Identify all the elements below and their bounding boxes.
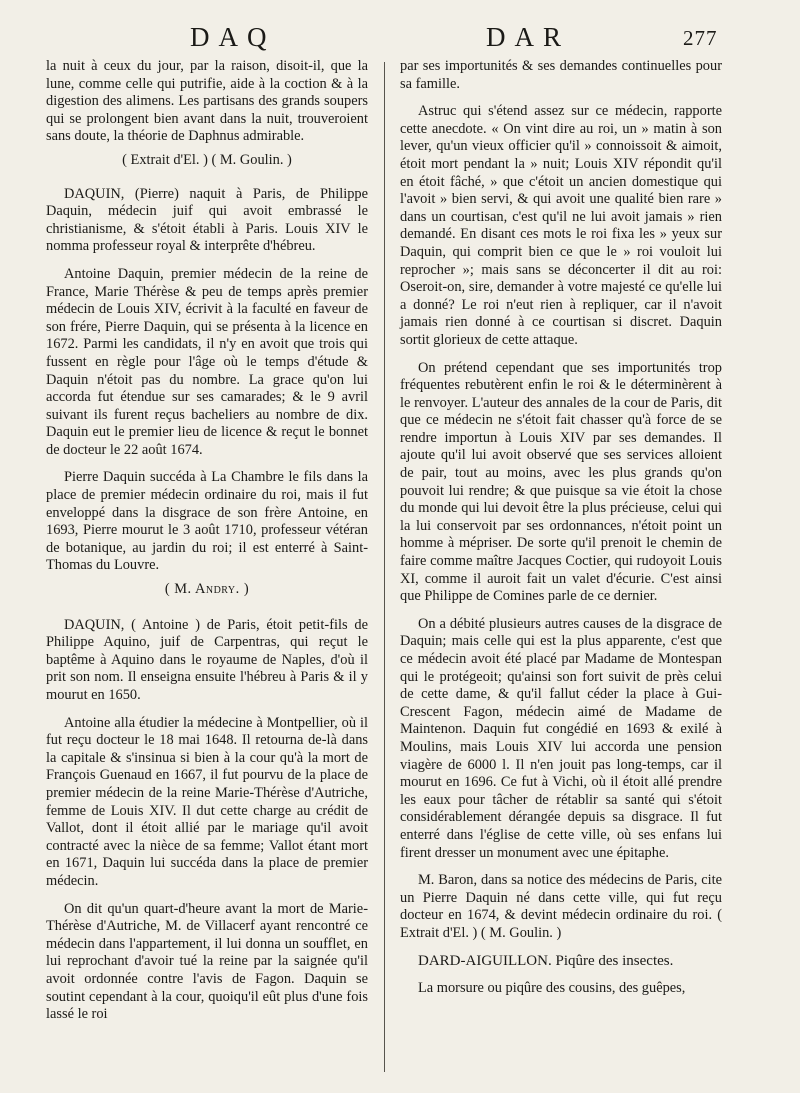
paragraph: Antoine alla étudier la médecine à Montpellier, où il fut reçu docteur le 18 mai 1648. Il retourna de-là dans la capitale & s'insinua si bien à la cour qu'à la mort de François Guenaud en 1667, il fut pourvu de la place de premier médecin de la reine Marie-Thérèse d'Autriche, femme de Louis XIV. Il dut cette charge au crédit de Vallot, dont il étoit allié par le mariage qu'il avoit contracté avec la nièce de sa femme; Vallot étant mort en 1671, Daquin lui succéda dans la place de premier médecin.: [46, 714, 368, 889]
paragraph: la nuit à ceux du jour, par la raison, disoit-il, que la lune, comme celle qui putrifie, aide à la coction & à la digestion des alimens. Les partisans des grands soupers qui se prolongent bien avant dans la nuit, trouveroient sans doute, la théorie de Daphnus admirable.: [46, 58, 368, 145]
paragraph: Pierre Daquin succéda à La Chambre le fils dans la place de premier médecin ordinaire du roi, mais il fut enveloppé dans la disgrace de son frère Antoine, en 1693, Pierre mourut le 3 août 1710, professeur vétéran de botanique, au jardin du roi; il est enterré à Saint-Thomas du Louvre.: [46, 469, 368, 574]
right-column: [400, 58, 722, 1008]
paragraph: M. Baron, dans sa notice des médecins de Paris, cite un Pierre Daquin né dans cette ville, qui fut reçu docteur en 1674, & devint médecin ordinaire du roi. ( Extrait d'El. ) ( M. Goulin. ): [400, 872, 722, 941]
attribution: ( M. Andry. ): [164, 581, 250, 598]
paragraph: par ses importunités & ses demandes continuelles pour sa famille.: [400, 58, 722, 92]
running-head-left: DAQ: [190, 22, 276, 52]
paragraph: On dit qu'un quart-d'heure avant la mort de Marie-Thérèse d'Autriche, M. de Villacerf ayant rencontré ce médecin dans l'appartement, il lui donna un soufflet, en lui reprochant d'avoir tué la reine par la saignée qu'il avoit ordonnée contre l'avis de Fagon. Daquin se soutint cependant à la cour, quoiqu'il eût plus d'une fois lassé le roi: [46, 900, 368, 1023]
paragraph: La morsure ou piqûre des cousins, des guêpes,: [418, 980, 686, 997]
paragraph: Astruc qui s'étend assez sur ce médecin, rapporte cette anecdote. « On vint dire au roi, un » matin à son lever, qu'un vieux officier qu'il » connoissoit & aimoit, étoit mort pendant la » nuit; Louis XIV répondit qu'il en étoit fâché, » que c'étoit un ancien domestique qui l'avoit » bien servi, & qui avoit une qualité bien rare » dans un courtisan, c'est qu'il ne lui avoit jamais » rien demandé. En disant ces mots le roi fixa les » yeux sur Daquin, qui comprit bien ce que le » roi vouloit lui reprocher »; mais sans se déconcerter il dit au roi: Oseroit-on, sire, demander à votre majesté ce qu'elle lui a donné? Le roi n'eut rien à repliquer, car il n'avoit jamais rien donné à ce courtisan si discret. Daquin sortit glorieux de cette attaque.: [400, 103, 722, 348]
entry-paragraph: DAQUIN, ( Antoine ) de Paris, étoit petit-fils de Philippe Aquino, juif de Carpentras, qui reçut le baptême à Aquino dans le royaume de Naples, d'où il prit son nom. Il enseigna ensuite l'hébreu à Paris & il y mourut en 1650.: [46, 616, 368, 703]
page-number: 277: [683, 26, 718, 50]
entry-heading: DARD-AIGUILLON. Piqûre des insectes.: [418, 952, 674, 969]
column-divider: [384, 62, 385, 1072]
paragraph: On a débité plusieurs autres causes de la disgrace de Daquin; mais celle qui est la plus apparente, c'est que ce médecin avoit été placé par Madame de Montespan qui le protégeoit; qu'ainsi son fort suivit de près celui de cette dame, & qu'il fallut céder la place à Gui-Crescent Fagon, médecin aimé de Madame de Maintenon. Daquin fut congédié en 1693 & exilé à Moulins, mais Louis XIV lui accorda une pension viagère de 6000 l. Il n'en jouit pas long-temps, car il mourut en 1696. Ce fut à Vichi, où il étoit allé prendre les eaux pour tâcher de rétablir sa santé qui s'étoit considérablement dérangée depuis sa disgrace. Il fut enterré dans l'église de cette ville, où ses enfans lui firent dresser un monument avec une épitaphe.: [400, 615, 722, 861]
entry-paragraph: DAQUIN, (Pierre) naquit à Paris, de Philippe Daquin, médecin juif qui avoit embrassé le christianisme, & s'étoit établi à Paris. Louis XIV le nomma professeur royal & interprête d'hébreu.: [46, 185, 368, 255]
left-column: [46, 58, 368, 1034]
paragraph: Antoine Daquin, premier médecin de la reine de France, Marie Thérèse & peu de temps après premier médecin de Louis XIV, écrivit à la faculté en faveur de son frére, Pierre Daquin, qui se présenta à la licence en 1672. Parmi les candidats, il n'y en avoit que trois qui fussent en règle pour l'âge où le temps d'étude & Daquin n'étoit pas du nombre. La grace qu'on lui accorda fut étendue sur ses camarades; & le 9 avril suivant ils furent reçus bacheliers au nombre de dix. Daquin eut le premier lieu de licence & reçut le bonnet de docteur le 22 août 1674.: [46, 265, 368, 458]
paragraph: On prétend cependant que ses importunités trop fréquentes rebutèrent enfin le roi & le déterminèrent à le renvoyer. L'auteur des annales de la cour de Paris, dit que ce médecin ne s'étoit fait chasser qu'à force de se rendre importun à Louis XIV par ses demandes. Il ajoute qu'il lui avoit observé que ses services alloient de pair, tout au moins, avec les plus grands qu'on pouvoit lui rendre; & que puisque sa vie étoit la chose du monde qui lui devoit être la plus précieuse, celui qui la lui conservoit par ses ordonnances, n'étoit point un homme à mépriser. De sorte qu'il prenoit le chemin de faire comme maître Jacques Coctier, qui rudoyoit Louis XI, comme il auroit fait un valet d'écurie. C'est ainsi que Philippe de Comines parle de ce dernier.: [400, 359, 722, 605]
running-head-right: DAR: [486, 22, 571, 52]
attribution: ( Extrait d'El. ) ( M. Goulin. ): [122, 151, 292, 168]
